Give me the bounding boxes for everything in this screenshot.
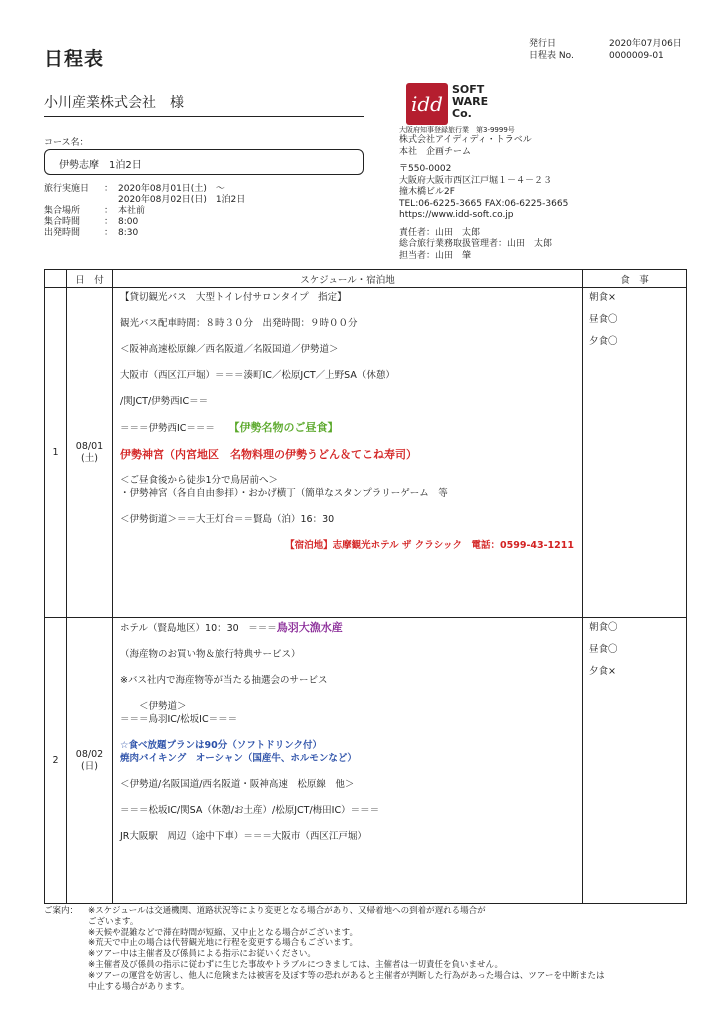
header-meal: 食 事 (583, 270, 687, 288)
meet-time-label: 集合時間 (44, 217, 81, 227)
company-logo (406, 83, 510, 125)
note-item: ※荒天で中止の場合は代替観光地に行程を変更する場合もございます。 (88, 938, 358, 949)
client-name: 小川産業株式会社 様 (44, 92, 364, 117)
schedule-number: 0000009-01 (609, 51, 664, 61)
company-manager: 総合旅行業務取扱管理者：山田 太郎 (399, 239, 553, 249)
schedule-number-label: 日程表 No. (529, 51, 574, 61)
company-address2: 撞木橋ビル2F (399, 187, 455, 197)
dinner-status: 夕食〇 (589, 336, 618, 347)
company-responsible: 責任者：山田 太郎 (399, 227, 481, 238)
logo-text-soft: SOFT (452, 83, 485, 96)
day-date: 08/01 (土) (67, 288, 113, 618)
document-title: 日程表 (44, 48, 105, 70)
note-item: ※ツアーの運営を妨害し、他人に危険または被害を及ぼす等の恐れがあると主催者が判断した行為があった場合は、ツアーを中断または (88, 970, 605, 981)
company-address1: 大阪府大阪市西区江戸堀１－４－２３ (399, 175, 553, 186)
header-day-no (45, 270, 67, 288)
note-item: ※天候や混雑などで滞在時間が短縮、又中止となる場合がございます。 (88, 927, 358, 938)
issue-date-label: 発行日 (529, 39, 557, 49)
depart-time: 8:30 (118, 228, 139, 238)
company-postal: 〒550-0002 (399, 164, 452, 174)
day-meals (583, 618, 687, 904)
meet-place: 本社前 (118, 206, 146, 216)
period-label: 旅行実施日 (44, 184, 90, 194)
notes-label: ご案内： (44, 906, 79, 916)
course-name: 伊勢志摩 1泊2日 (59, 160, 142, 171)
depart-time-label: 出発時間 (44, 228, 81, 238)
company-url[interactable]: https://www.idd-soft.co.jp (399, 210, 514, 220)
day-schedule: ホテル（賢島地区）10：30 ＝＝＝鳥羽大漁水産 （海産物のお買い物＆旅行特典サービス） ※バス社内で海産物等が当たる抽選会のサービス ＜伊勢道＞ ＝＝＝鳥羽IC/松坂IC＝＝＝ ☆食べ放題プランは90分（ソフトドリンク付） 焼肉バイキング オーシャン（国産牛、ホルモンなど） ＜伊勢道/名阪国道/西名阪道・阪神高速 松原線 他＞ ＝＝＝松坂IC/関SA（休憩/お土産）/松原JCT/梅田IC）＝＝＝ JR大阪駅 周辺（途中下車）＝＝＝大阪市（西区江戸堀） (113, 618, 583, 904)
company-registration: 大阪府知事登録旅行業 第3-9999号 (399, 126, 515, 134)
company-tel-fax: TEL:06-6225-3665 FAX:06-6225-3665 (399, 198, 569, 209)
lunch-status: 昼食〇 (589, 314, 618, 325)
day-number: 2 (45, 618, 67, 904)
note-item: ※スケジュールは交通機関、道路状況等により変更となる場合があり、又帰着地への到着が遅れる場合が (88, 906, 486, 916)
note-item: ※主催者及び係員の指示に従わずに生じた事故やトラブルにつきましては、主催者は一切責任を負いません。 (88, 959, 503, 970)
company-info (399, 126, 568, 262)
seafood-highlight: 鳥羽大漁水産 (276, 621, 343, 634)
breakfast-status: 朝食〇 (589, 622, 618, 633)
hotel-info: 【宿泊地】志摩観光ホテル ザ クラシック 電話：0599-43-1211 (285, 540, 574, 551)
logo-mark: idd (406, 83, 448, 125)
lunch-status: 昼食〇 (589, 644, 618, 655)
company-branch: 本社 企画チーム (399, 146, 472, 157)
company-staff: 担当者：山田 肇 (399, 250, 472, 261)
period-end: 2020年08月02日(日) 1泊2日 (118, 195, 246, 205)
note-item: 中止する場合があります。 (88, 981, 190, 992)
header-schedule: スケジュール・宿泊地 (113, 270, 583, 288)
buffet-highlight-2: 焼肉バイキング オーシャン（国産牛、ホルモンなど） (120, 753, 357, 764)
issue-date: 2020年07月06日 (609, 39, 682, 49)
trip-info: 旅行実施日 ： 2020年08月01日(土) ～ 2020年08月02日(日) 1泊2日 集合場所 ： 本社前 集合時間 ： 8:00 出発時間 ： 8:30 (44, 184, 246, 238)
schedule-line: ホテル（賢島地区）10：30 ＝＝＝鳥羽大漁水産 (120, 621, 343, 634)
course-label: コース名： (44, 138, 89, 148)
course-name-box (44, 149, 364, 175)
day-number: 1 (45, 288, 67, 618)
issue-info (529, 38, 682, 62)
logo-text-co: Co. (452, 107, 472, 120)
day-row-2 (45, 618, 687, 904)
notes-section (44, 906, 694, 992)
company-name: 株式会社アイディディ・トラベル (399, 135, 532, 145)
day-meals (583, 288, 687, 618)
day-schedule: 【貸切観光バス 大型トイレ付サロンタイプ 指定】 観光バス配車時間：８時３０分 出発時間：９時００分 ＜阪神高速松原線／西名阪道／名阪国道／伊勢道＞ 大阪市（西区江戸堀）＝＝＝湊町IC／松原JCT／上野SA（休憩） /関JCT/伊勢西IC＝＝ ＝＝＝伊勢西IC＝＝＝ 【伊勢名物のご昼食】 伊勢神宮（内宮地区 名物料理の伊勢うどん＆てこね寿司） ＜ご昼食後から徒歩1分で鳥居前へ＞ ・伊勢神宮（各自自由参拝）・おかげ横丁（簡単なスタンプラリーゲーム 等 ＜伊勢街道＞＝＝大王灯台＝＝賢島（泊）16：30 【宿泊地】志摩観光ホテル ザ クラシック 電話：0599-43-1211 (113, 288, 583, 618)
period-start: 2020年08月01日(土) ～ (118, 184, 225, 194)
meet-time: 8:00 (118, 217, 139, 227)
lunch-highlight: 【伊勢名物のご昼食】 (233, 421, 339, 434)
dinner-status: 夕食× (589, 666, 616, 677)
buffet-highlight-1: ☆食べ放題プランは90分（ソフトドリンク付） (120, 740, 323, 751)
schedule-line: ＝＝＝伊勢西IC＝＝＝ 【伊勢名物のご昼食】 (120, 421, 339, 434)
day-row-1 (45, 288, 687, 618)
note-item: ※ツアー中は主催者及び係員による指示にお従いください。 (88, 949, 316, 960)
header-date: 日 付 (67, 270, 113, 288)
logo-text-ware: WARE (452, 95, 489, 108)
day-date: 08/02 (日) (67, 618, 113, 904)
schedule-header-row (45, 270, 687, 288)
note-item: ございます。 (88, 916, 139, 927)
breakfast-status: 朝食× (589, 292, 616, 303)
shrine-highlight: 伊勢神宮（内宮地区 名物料理の伊勢うどん＆てこね寿司） (120, 448, 417, 461)
meet-place-label: 集合場所 (44, 206, 81, 216)
schedule-table (44, 269, 687, 904)
